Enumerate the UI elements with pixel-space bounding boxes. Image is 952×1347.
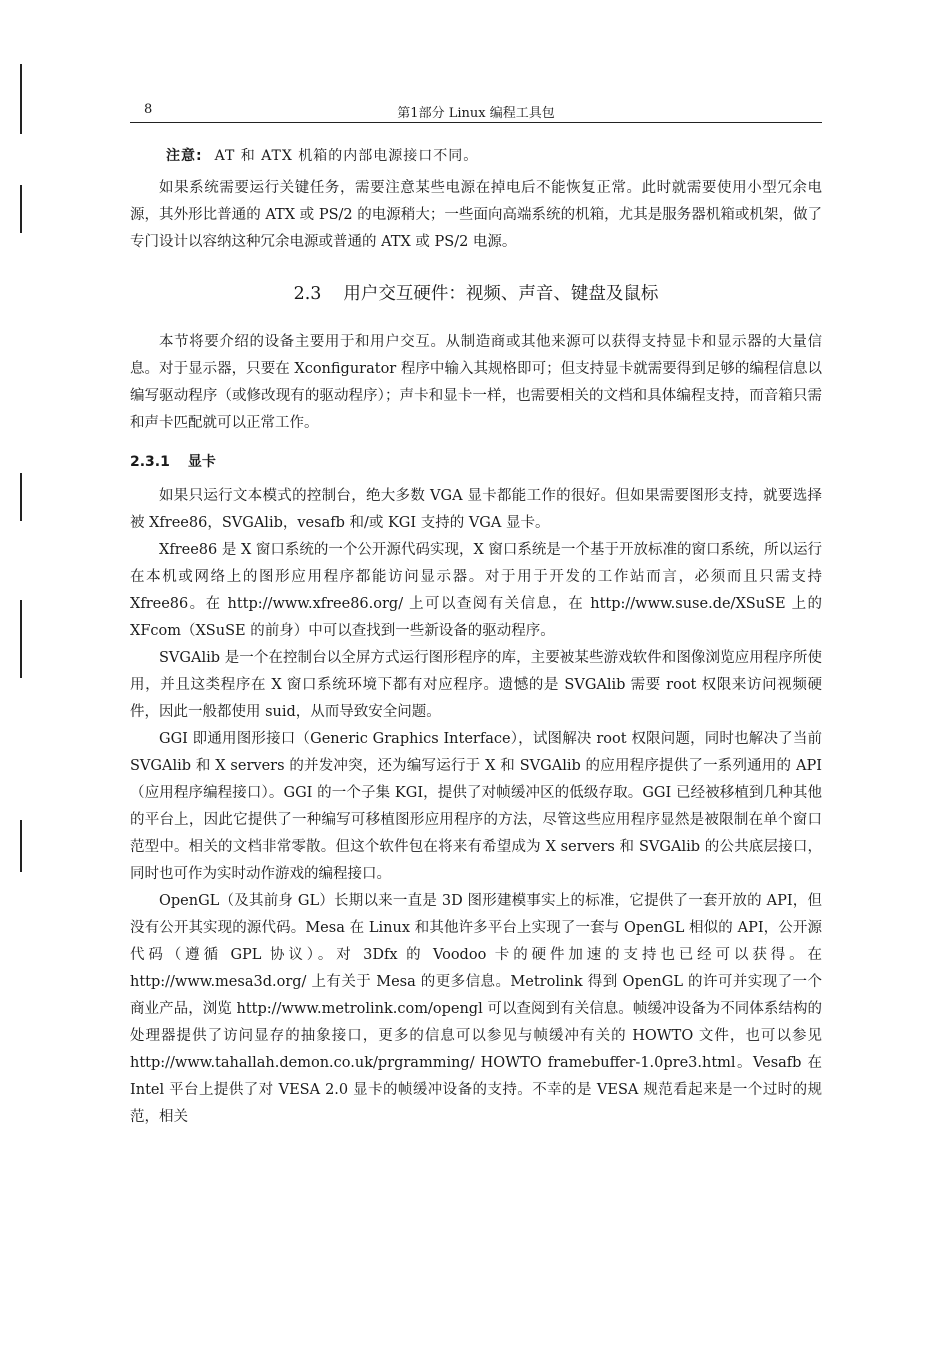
note-callout: [130, 145, 822, 165]
scan-artifact-bar: [20, 820, 22, 872]
subsection-title: 显卡: [187, 454, 216, 470]
section-title: 用户交互硬件：视频、声音、键盘及鼠标: [343, 284, 659, 304]
note-text: AT 和 ATX 机箱的内部电源接口不同。: [214, 148, 479, 164]
body-paragraph: OpenGL（及其前身 GL）长期以来一直是 3D 图形建模事实上的标准，它提供了一套开放的 API，但没有公开其实现的源代码。Mesa 在 Linux 和其他许多平台上实现了一套与 OpenGL 相似的 API，公开源代码（遵循 GPL 协议）。对 3Dfx 的 Voodoo 卡的硬件加速的支持也已经可以获得。在 http://www.mesa3d.org/ 上有关于 Mesa 的更多信息。Metrolink 得到 OpenGL 的许可并实现了一个商业产品，浏览 http://www.metrolink.com/opengl 可以查阅到有关信息。帧缓冲设备为不同体系结构的处理器提供了访问显存的抽象接口，更多的信息可以参见与帧缓冲有关的 HOWTO 文件，也可以参见 http://www.tahallah.demon.co.uk/prgramming/ HOWTO framebuffer-1.0pre3.html。Vesafb 在 Intel 平台上提供了对 VESA 2.0 显卡的帧缓冲设备的支持。不幸的是 VESA 规范看起来是一个过时的规范，相关: [130, 893, 822, 1125]
page-number: 8: [144, 102, 153, 117]
running-title: 第1部分 Linux 编程工具包: [397, 106, 555, 121]
section-heading: [130, 280, 822, 305]
section-intro-paragraph: 本节将要介绍的设备主要用于和用户交互。从制造商或其他来源可以获得支持显卡和显示器的大量信息。对于显示器，只要在 Xconfigurator 程序中输入其规格即可；但支持显卡就需要得到足够的编程信息以编写驱动程序（或修改现有的驱动程序）；声卡和显卡一样，也需要相关的文档和具体编程支持，而音箱只需和声卡匹配就可以正常工作。: [130, 334, 822, 431]
note-label: 注意:: [166, 148, 203, 164]
intro-paragraph: 如果系统需要运行关键任务，需要注意某些电源在掉电后不能恢复正常。此时就需要使用小型冗余电源，其外形比普通的 ATX 或 PS/2 的电源稍大；一些面向高端系统的机箱，尤其是服务器机箱或机架，做了专门设计以容纳这种冗余电源或普通的 ATX 或 PS/2 电源。: [130, 180, 822, 250]
scan-artifact-bar: [20, 473, 22, 521]
scan-artifact-bar: [20, 185, 22, 233]
scan-artifact-bar: [20, 64, 22, 134]
scan-artifact-bar: [20, 600, 22, 678]
running-header: [130, 96, 822, 123]
body-paragraph: 如果只运行文本模式的控制台，绝大多数 VGA 显卡都能工作的很好。但如果需要图形支持，就要选择被 Xfree86，SVGAlib，vesafb 和/或 KGI 支持的 VGA 显卡。: [130, 488, 822, 531]
body-paragraph: GGI 即通用图形接口（Generic Graphics Interface），试图解决 root 权限问题，同时也解决了当前 SVGAlib 和 X servers 的并发冲突，还为编写运行于 X 和 SVGAlib 的应用程序提供了一系列通用的 API（应用程序编程接口）。GGI 的一个子集 KGI，提供了对帧缓冲区的低级存取。GGI 已经被移植到几种其他的平台上，因此它提供了一种编写可移植图形应用程序的方法，尽管这些应用程序显然是被限制在单个窗口范型中。相关的文档非常零散。但这个软件包在将来有希望成为 X servers 和 SVGAlib 的公共底层接口，同时也可作为实时动作游戏的编程接口。: [130, 731, 822, 882]
book-page: [130, 96, 822, 1131]
subsection-heading: [130, 451, 822, 471]
subsection-number: 2.3.1: [130, 454, 170, 470]
body-paragraph: SVGAlib 是一个在控制台以全屏方式运行图形程序的库，主要被某些游戏软件和图像浏览应用程序所使用，并且这类程序在 X 窗口系统环境下都有对应程序。遗憾的是 SVGAlib 需要 root 权限来访问视频硬件，因此一般都使用 suid，从而导致安全问题。: [130, 650, 822, 720]
body-paragraph: Xfree86 是 X 窗口系统的一个公开源代码实现，X 窗口系统是一个基于开放标准的窗口系统，所以运行在本机或网络上的图形应用程序都能访问显示器。对于用于开发的工作站而言，必须而且只需支持 Xfree86。在 http://www.xfree86.org/ 上可以查阅有关信息，在 http://www.suse.de/XSuSE 上的 XFcom（XSuSE 的前身）中可以查找到一些新设备的驱动程序。: [130, 542, 822, 639]
section-number: 2.3: [293, 284, 322, 304]
